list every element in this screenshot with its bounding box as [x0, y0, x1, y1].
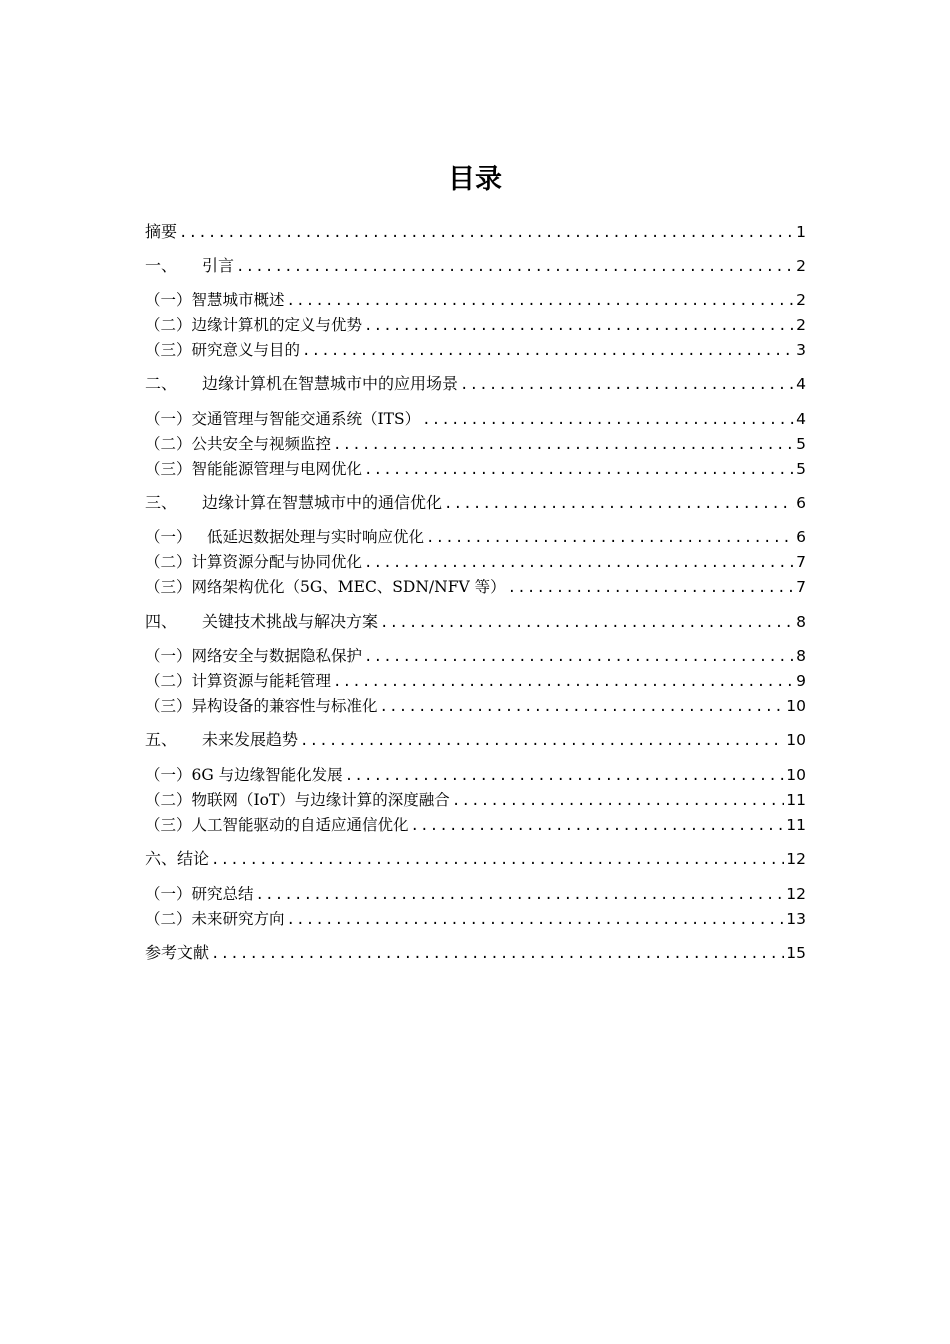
- dot-leader: [460, 373, 794, 397]
- toc-page-number: 4: [796, 375, 806, 393]
- dot-leader: [426, 526, 794, 550]
- toc-section-number: （一）: [145, 766, 192, 784]
- toc-entry-text: 智能能源管理与电网优化: [191, 460, 363, 478]
- dot-leader: [333, 433, 794, 457]
- dot-leader: [179, 221, 794, 245]
- toc-page-number: 7: [796, 553, 806, 571]
- toc-entry-text: 计算资源与能耗管理: [191, 672, 332, 690]
- toc-chapter-number: 一、: [145, 256, 178, 275]
- toc-section-number: （三）: [145, 341, 192, 359]
- toc-entry-text: 边缘计算机的定义与优势: [191, 316, 363, 334]
- toc-entry-text: 参考文献: [145, 943, 210, 962]
- toc-section-number: （二）: [145, 672, 192, 690]
- toc-section-number: （一）: [145, 885, 192, 903]
- toc-page-number: 6: [796, 494, 806, 512]
- dot-leader: [452, 789, 784, 813]
- dot-leader: [300, 729, 784, 753]
- toc-section-number: （二）: [145, 316, 192, 334]
- toc-section-number: （三）: [145, 460, 192, 478]
- dot-leader: [302, 339, 794, 363]
- toc-entry-text: 人工智能驱动的自适应通信优化: [191, 816, 409, 834]
- toc-entry-section-1-3[interactable]: [145, 338, 806, 362]
- toc-entry-text: 6G 与边缘智能化发展: [191, 766, 343, 784]
- toc-page-number: 8: [796, 647, 806, 665]
- toc-entry-text: 物联网（IoT）与边缘计算的深度融合: [191, 791, 450, 809]
- toc-entry-text: 边缘计算机在智慧城市中的应用场景: [202, 374, 459, 393]
- toc-page-number: 4: [796, 410, 806, 428]
- toc-entry-text: 关键技术挑战与解决方案: [202, 612, 379, 631]
- toc-entry-abstract[interactable]: [145, 220, 806, 244]
- dot-leader: [287, 908, 785, 932]
- toc-page-number: 10: [786, 731, 806, 749]
- toc-chapter-number: 二、: [145, 374, 178, 393]
- toc-section-number: （二）: [145, 435, 192, 453]
- toc-entry-section-4-3[interactable]: [145, 694, 806, 718]
- dot-leader: [380, 695, 785, 719]
- toc-entry-text: 引言: [202, 256, 235, 275]
- toc-entry-chapter-3[interactable]: [145, 491, 806, 515]
- page-title: 目录: [448, 164, 502, 195]
- toc-entry-chapter-1[interactable]: [145, 254, 806, 278]
- toc-page-number: 2: [796, 316, 806, 334]
- dot-leader: [411, 814, 785, 838]
- toc-page-number: 2: [796, 291, 806, 309]
- toc-section-number: （三）: [145, 697, 192, 715]
- toc-page-number: 1: [796, 223, 806, 241]
- dot-leader: [236, 255, 794, 279]
- toc-entry-section-4-1[interactable]: [145, 644, 806, 668]
- toc-page-number: 5: [796, 435, 806, 453]
- dot-leader: [364, 458, 794, 482]
- dot-leader: [508, 576, 795, 600]
- toc-page-number: 8: [796, 613, 806, 631]
- dot-leader: [211, 848, 784, 872]
- toc-entry-text: 六、结论: [145, 849, 210, 868]
- toc-entry-chapter-5[interactable]: [145, 728, 806, 752]
- toc-entry-text: 研究意义与目的: [191, 341, 301, 359]
- dot-leader: [256, 883, 785, 907]
- toc-entry-section-2-3[interactable]: [145, 457, 806, 481]
- toc-entry-section-6-1[interactable]: [145, 882, 806, 906]
- toc-entry-text: 摘要: [145, 222, 178, 241]
- toc-entry-text: 低延迟数据处理与实时响应优化: [191, 528, 425, 546]
- dot-leader: [211, 942, 784, 966]
- toc-page-number: 2: [796, 257, 806, 275]
- toc-entry-text: 边缘计算在智慧城市中的通信优化: [202, 493, 443, 512]
- toc-page-number: 7: [796, 578, 806, 596]
- toc-section-number: （二）: [145, 910, 192, 928]
- toc-page-number: 11: [786, 816, 806, 834]
- dot-leader: [287, 289, 795, 313]
- toc-page-number: 15: [786, 944, 806, 962]
- toc-entry-text: 网络架构优化（5G、MEC、SDN/NFV 等）: [191, 578, 506, 596]
- toc-section-number: （一）: [145, 647, 192, 665]
- toc-page-number: 6: [796, 528, 806, 546]
- toc-entry-references[interactable]: [145, 941, 806, 965]
- toc-page-number: 5: [796, 460, 806, 478]
- toc-entry-text: 智慧城市概述: [191, 291, 285, 309]
- dot-leader: [444, 492, 794, 516]
- dot-leader: [345, 764, 785, 788]
- toc-chapter-number: 三、: [145, 493, 178, 512]
- toc-section-number: （三）: [145, 578, 192, 596]
- toc-section-number: （三）: [145, 816, 192, 834]
- dot-leader: [364, 551, 794, 575]
- toc-section-number: （一）: [145, 410, 192, 428]
- toc-section-number: （一）: [145, 528, 192, 546]
- toc-entry-text: 公共安全与视频监控: [191, 435, 332, 453]
- toc-entry-chapter-4[interactable]: [145, 610, 806, 634]
- dot-leader: [333, 670, 794, 694]
- toc-entry-section-5-2[interactable]: [145, 788, 806, 812]
- dot-leader: [364, 314, 794, 338]
- toc-page-number: 9: [796, 672, 806, 690]
- toc-entry-section-4-2[interactable]: [145, 669, 806, 693]
- toc-entry-text: 交通管理与智能交通系统（ITS）: [191, 410, 421, 428]
- toc-page-number: 13: [786, 910, 806, 928]
- toc-entry-section-3-1[interactable]: [145, 525, 806, 549]
- dot-leader: [380, 611, 794, 635]
- toc-entry-section-1-2[interactable]: [145, 313, 806, 337]
- toc-entry-text: 计算资源分配与协同优化: [191, 553, 363, 571]
- toc-entry-section-5-1[interactable]: [145, 763, 806, 787]
- toc-entry-section-3-3[interactable]: [145, 575, 806, 599]
- dot-leader: [364, 645, 794, 669]
- toc-entry-section-2-2[interactable]: [145, 432, 806, 456]
- toc-section-number: （二）: [145, 791, 192, 809]
- toc-page-number: 10: [786, 697, 806, 715]
- toc-entry-chapter-6[interactable]: [145, 847, 806, 871]
- toc-entry-section-2-1[interactable]: [145, 407, 806, 431]
- toc-page-number: 10: [786, 766, 806, 784]
- toc-entry-text: 网络安全与数据隐私保护: [191, 647, 363, 665]
- toc-page-number: 11: [786, 791, 806, 809]
- toc-entry-chapter-2[interactable]: [145, 372, 806, 396]
- toc-chapter-number: 五、: [145, 730, 178, 749]
- toc-entry-section-5-3[interactable]: [145, 813, 806, 837]
- toc-entry-section-6-2[interactable]: [145, 907, 806, 931]
- toc-section-number: （二）: [145, 553, 192, 571]
- toc-page-number: 3: [796, 341, 806, 359]
- toc-entry-text: 异构设备的兼容性与标准化: [191, 697, 378, 715]
- toc-section-number: （一）: [145, 291, 192, 309]
- toc-page-number: 12: [786, 885, 806, 903]
- toc-entry-text: 未来发展趋势: [202, 730, 299, 749]
- toc-entry-text: 未来研究方向: [191, 910, 285, 928]
- toc-chapter-number: 四、: [145, 612, 178, 631]
- dot-leader: [422, 408, 794, 432]
- toc-entry-text: 研究总结: [191, 885, 254, 903]
- toc-entry-section-1-1[interactable]: [145, 288, 806, 312]
- toc-entry-section-3-2[interactable]: [145, 550, 806, 574]
- toc-page-number: 12: [786, 850, 806, 868]
